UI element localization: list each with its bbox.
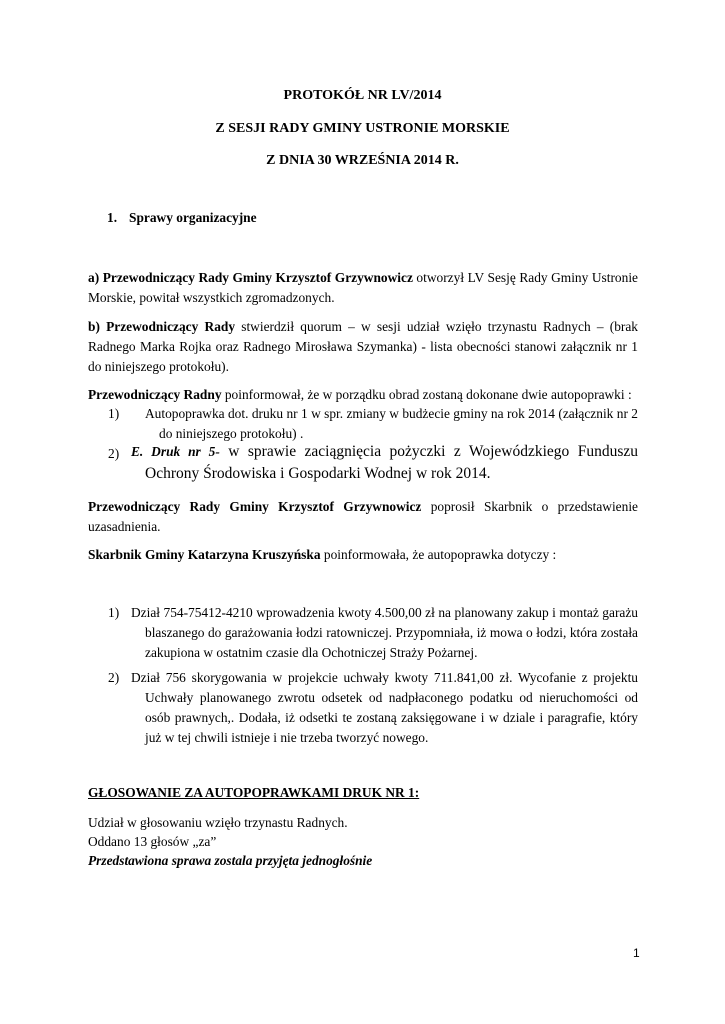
list2-item2-number: 2) [108,670,120,685]
list2-item1-text: Dział 754-75412-4210 wprowadzenia kwoty 4.500,00 zł na planowany zakup i montaż garażu blaszanego do garażowania łodzi ratowniczej. Przypomniała, iż mowa o łodzi, która została zakupiona w ostatnim czasie dla Ochotniczej Straży Pożarnej. [131,605,638,660]
list1-item2-text [131,441,638,485]
doc-date: Z DNIA 30 WRZEŚNIA 2014 R. [266,153,459,168]
doc-title: PROTOKÓŁ NR LV/2014 [283,88,442,103]
doc-subtitle: Z SESJI RADY GMINY USTRONIE MORSKIE [215,121,510,136]
vote-heading-text: GŁOSOWANIE ZA AUTOPOPRAWKAMI DRUK NR 1: [88,785,420,800]
paragraph-d [88,497,638,537]
paragraph-e [88,545,638,565]
paragraph-b-bold: b) Przewodniczący Rady [88,319,236,334]
vote-result: Przedstawiona sprawa zostala przyjęta jednogłośnie [88,853,373,868]
paragraph-d-text: poprosił Skarbnik o przedstawienie uzasadnienia. [88,499,638,534]
list2-item1-number: 1) [108,605,120,620]
page-number: 1 [633,946,640,960]
paragraph-b-text: stwierdził quorum – w sesji udział wzięło trzynastu Radnych – (brak Radnego Marka Rojka oraz Radnego Mirosława Szymanka) - lista obecności stanowi załącznik nr 1 do niniejszego protokołu). [88,319,638,374]
list1-item2-number: 2) [108,446,120,461]
list1-item1-number: 1) [108,406,120,421]
paragraph-d-bold: Przewodniczący Rady Gminy Krzysztof Grzywnowicz [88,499,422,514]
paragraph-c [88,385,638,405]
paragraph-e-bold: Skarbnik Gminy Katarzyna Kruszyńska [88,547,321,562]
vote-participation: Udział w głosowaniu wzięło trzynastu Radnych. [88,815,348,830]
list1-item2-bold: E. Druk nr 5- [131,444,220,459]
paragraph-b [88,317,638,377]
vote-count: Oddano 13 głosów „za” [88,834,217,849]
paragraph-c-bold: Przewodniczący Radny [88,387,222,402]
paragraph-e-text: poinformowała, że autopoprawka dotyczy : [320,547,557,562]
list2-item2-text: Dział 756 skorygowania w projekcie uchwały kwoty 711.841,00 zł. Wycofanie z projektu Uchwały planowanego zwrotu odsetek od nadpłaconego podatku od nieruchomości od osób prawnych,. Dodała, iż odsetki te zostaną zaksięgowane i w dziale i paragrafie, który już w tej chwili istnieje i nie trzeba tworzyć nowego. [131,670,638,745]
section-heading: Sprawy organizacyjne [129,210,257,225]
paragraph-a [88,268,638,308]
paragraph-c-text: poinformował, że w porządku obrad zostaną dokonane dwie autopoprawki : [221,387,632,402]
paragraph-a-bold: a) Przewodniczący Rady Gminy Krzysztof Grzywnowicz [88,270,413,285]
section-number: 1. [107,210,118,225]
paragraph-a-text: otworzył LV Sesję Rady Gminy Ustronie Morskie, powitał wszystkich zgromadzonych. [88,270,638,305]
list1-item2-rest: w sprawie zaciągnięcia pożyczki z Wojewódzkiego Funduszu Ochrony Środowiska i Gospodarki Wodnej w rok 2014. [145,443,638,482]
list1-item1-text: Autopoprawka dot. druku nr 1 w spr. zmiany w budżecie gminy na rok 2014 (załącznik nr 2 do niniejszego protokołu) . [145,406,638,441]
vote-heading [88,785,419,801]
